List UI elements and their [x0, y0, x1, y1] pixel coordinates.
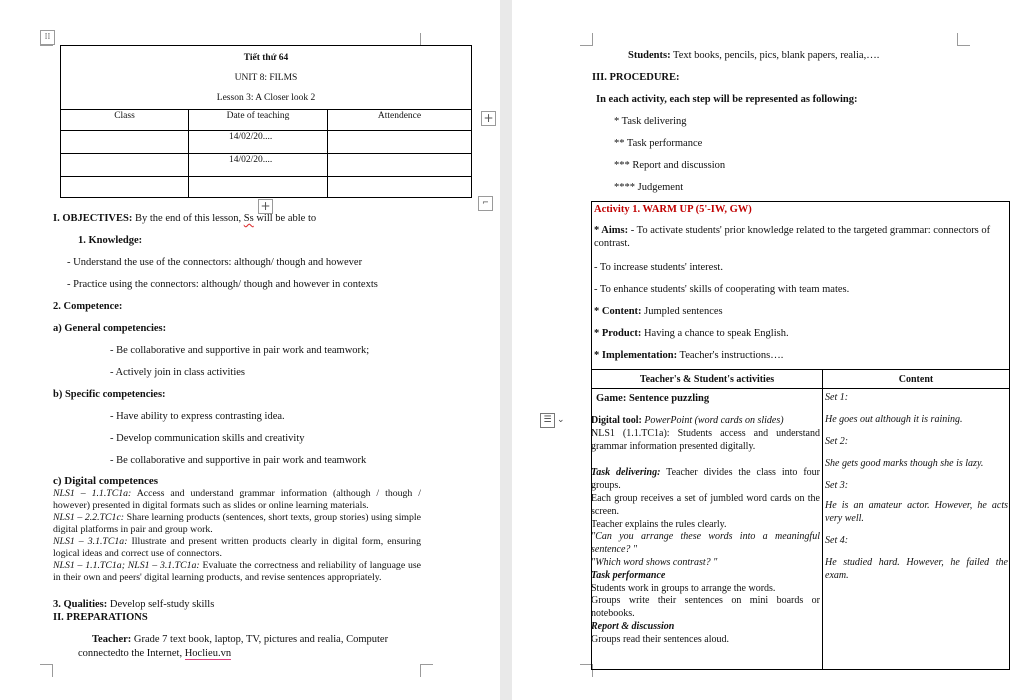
step-item: ** Task performance [614, 138, 703, 149]
add-row-icon[interactable]: + [258, 199, 273, 214]
report-heading: Report & discussion [591, 620, 675, 632]
students-line: Students: Text books, pencils, pics, blank papers, realia,…. [628, 50, 880, 61]
objectives-line: I. OBJECTIVES: By the end of this lesson, Ss will be able to [53, 213, 317, 224]
specific-item: - Have ability to express contrasting idea. [110, 411, 285, 422]
step-item: * Task delivering [614, 116, 687, 127]
col-date: Date of teaching [189, 110, 328, 131]
knowledge-item: - Practice using the connectors: although/ though and however in contexts [67, 279, 378, 290]
date-cell: 14/02/20.... [189, 131, 328, 154]
set-sentence: He studied hard. However, he failed the exam. [825, 557, 1008, 581]
date-cell: 14/02/20.... [189, 154, 328, 177]
aims-item: - To increase students' interest. [594, 262, 723, 273]
game-title: Game: Sentence puzzling [596, 393, 710, 404]
set-sentence: He goes out although it is raining. [825, 414, 963, 425]
set-label: Set 4: [825, 535, 849, 546]
lesson-header-table [60, 45, 472, 198]
preparations-heading: II. PREPARATIONS [53, 612, 148, 623]
add-column-icon[interactable]: + [481, 111, 496, 126]
lesson-title: Lesson 3: A Closer look 2 [216, 93, 316, 103]
digital-item: NLS1 – 2.2.TC1c: Share learning products (sentences, short texts, group stories) using simple digital platforms in pair and group work. [53, 512, 422, 535]
digital-heading: c) Digital competences [53, 475, 159, 487]
digital-item: NLS1 – 3.1.TC1a: Illustrate and present written products clearly in digital form, ensuring logical ideas and correct use of connectors. [53, 536, 421, 559]
task-question: "Which word shows contrast? " [591, 556, 718, 568]
task-item: Teacher explains the rules clearly. [591, 518, 727, 530]
specific-heading: b) Specific competencies: [53, 389, 166, 400]
paragraph-options-icon[interactable]: ☰ ⌄ [540, 412, 572, 428]
step-item: **** Judgement [614, 182, 684, 193]
set-label: Set 3: [825, 480, 849, 491]
crop-mark [420, 664, 433, 677]
general-item: - Actively join in class activities [110, 367, 246, 378]
aims-item: - To enhance students' skills of cooperating with team mates. [594, 284, 850, 295]
specific-item: - Be collaborative and supportive in pair work and teamwork [110, 455, 367, 466]
implementation-line: * Implementation: Teacher's instructions…. [594, 350, 784, 361]
col-class: Class [61, 110, 189, 131]
table-move-handle-icon[interactable]: ⁞⁞ [40, 30, 55, 45]
competence-heading: 2. Competence: [53, 301, 123, 312]
general-heading: a) General competencies: [53, 323, 167, 334]
period-label: Tiết thứ 64 [243, 53, 289, 63]
task-question: "Can you arrange these words into a meaningful sentence? " [591, 531, 820, 556]
digital-item: NLS1 – 1.1.TC1a; NLS1 – 3.1.TC1a: Evaluate the correctness and reliability of language use in their own and peers' digital learning products, and revise sentences appropriately. [53, 560, 421, 583]
teacher-line-2: connectedto the Internet, Hoclieu.vn [78, 648, 232, 659]
digital-item: NLS1 – 1.1.TC1a: Access and understand grammar information (although / though / however) presented in digital formats such as slides or online learning materials. [53, 488, 421, 511]
procedure-heading: III. PROCEDURE: [592, 72, 680, 83]
product-line: * Product: Having a chance to speak English. [594, 328, 789, 339]
set-label: Set 1: [825, 392, 849, 403]
general-item: - Be collaborative and supportive in pair work and teamwork; [110, 345, 370, 356]
document-page-2 [512, 0, 1034, 700]
knowledge-heading: 1. Knowledge: [78, 235, 143, 246]
document-page-1 [0, 0, 500, 700]
crop-mark [40, 664, 53, 677]
activities-cell [591, 415, 820, 647]
procedure-intro: In each activity, each step will be represented as following: [596, 94, 858, 105]
performance-item: Students work in groups to arrange the words. [591, 582, 776, 594]
nls-line: NLS1 (1.1.TC1a): Students access and understand grammar information presented digitally. [591, 427, 820, 452]
col-activities: Teacher's & Student's activities [592, 370, 823, 389]
knowledge-item: - Understand the use of the connectors: although/ though and however [67, 257, 363, 268]
performance-item: Groups write their sentences on mini boards or notebooks. [591, 595, 820, 620]
step-item: *** Report and discussion [614, 160, 726, 171]
set-label: Set 2: [825, 436, 849, 447]
col-content: Content [823, 370, 1010, 389]
report-item: Groups read their sentences aloud. [591, 633, 730, 645]
crop-mark [580, 33, 593, 46]
specific-item: - Develop communication skills and creativity [110, 433, 305, 444]
task-item: Each group receives a set of jumbled word cards on the screen. [591, 492, 820, 517]
content-line: * Content: Jumpled sentences [594, 306, 723, 317]
unit-title: UNIT 8: FILMS [234, 73, 298, 83]
activity-title: Activity 1. WARM UP (5'-IW, GW) [594, 204, 752, 215]
set-sentence: She gets good marks though she is lazy. [825, 458, 984, 469]
digital-tool-line: Digital tool: PowerPoint (word cards on slides) [591, 415, 784, 426]
teacher-line: Teacher: Grade 7 text book, laptop, TV, pictures and realia, Computer [92, 634, 389, 645]
digital-competences [53, 488, 421, 584]
qualities-line: 3. Qualities: Develop self-study skills [53, 599, 215, 610]
task-delivering-line: Task delivering: Teacher divides the class into four groups. [591, 467, 821, 492]
col-attendance: Attendence [328, 110, 472, 131]
set-sentence: He is an amateur actor. However, he acts very well. [825, 500, 1008, 524]
task-performance-heading: Task performance [591, 569, 666, 581]
content-cell [825, 391, 1008, 582]
crop-mark [957, 33, 970, 46]
layout-options-icon[interactable]: ⌐ [478, 196, 493, 211]
aims-line: * Aims: - To activate students' prior knowledge related to the targeted grammar: connectors of contrast. [594, 225, 991, 249]
